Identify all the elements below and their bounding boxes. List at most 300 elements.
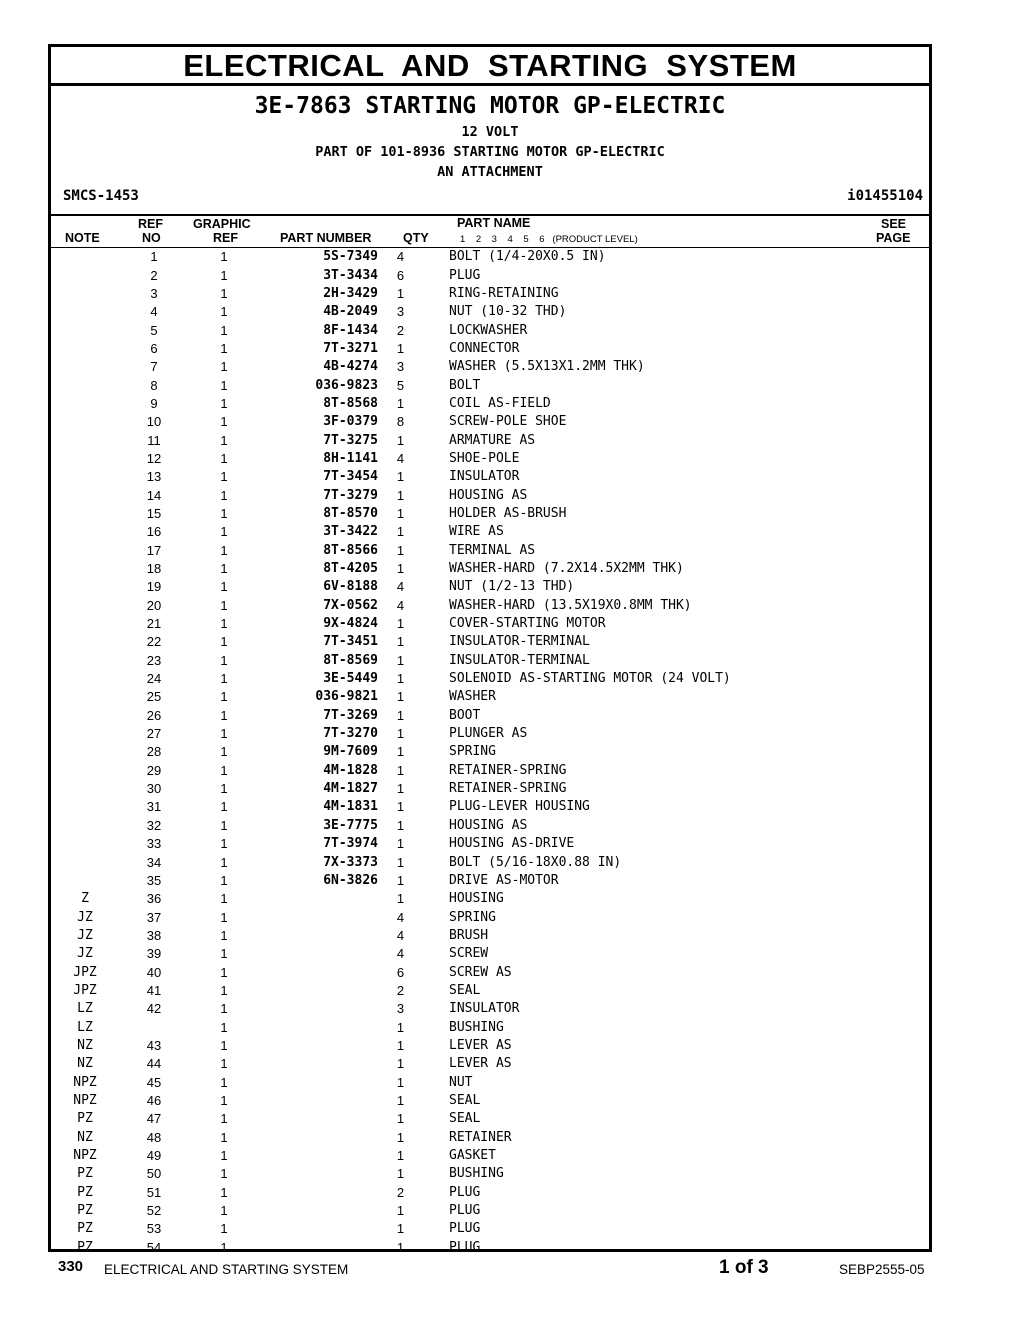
table-row [51, 248, 929, 266]
col-see-bottom: PAGE [876, 231, 911, 245]
row-spacer [423, 688, 449, 706]
row-graphic-ref: 1 [220, 304, 228, 320]
row-note: PZ [77, 1221, 93, 1237]
table-row [51, 1165, 929, 1183]
row-qty: 1 [396, 524, 405, 540]
col-graphic-top: GRAPHIC [193, 217, 251, 231]
row-spacer [423, 652, 449, 670]
table-row [51, 523, 929, 541]
row-ref-no: 18 [146, 561, 162, 577]
row-graphic-ref: 1 [220, 1092, 228, 1108]
row-qty: 1 [396, 1019, 405, 1035]
row-spacer [423, 486, 449, 504]
row-graphic-ref: 1 [220, 579, 228, 595]
row-part-number: 036-9823 [315, 377, 378, 393]
table-row [51, 890, 929, 908]
row-part-name: LEVER AS [449, 1056, 512, 1072]
row-part-name: BUSHING [449, 1019, 504, 1035]
row-part-name: PLUNGER AS [449, 726, 528, 742]
row-part-number: 8T-8568 [323, 395, 378, 411]
row-graphic-ref: 1 [220, 450, 228, 466]
row-part-name: GASKET [449, 1148, 496, 1164]
table-row [51, 817, 929, 835]
row-note [51, 615, 119, 633]
row-spacer [423, 872, 449, 890]
row-part-name: NUT (10-32 THD) [449, 304, 567, 320]
row-graphic-ref: 1 [220, 285, 228, 301]
row-graphic-ref: 1 [220, 1019, 228, 1035]
row-part-name: SCREW [449, 946, 489, 962]
row-qty: 1 [396, 726, 405, 742]
row-note: JZ [77, 927, 93, 943]
row-qty: 6 [396, 267, 405, 283]
row-ref-no: 40 [146, 964, 162, 980]
row-ref-no: 29 [146, 762, 162, 778]
row-qty: 1 [396, 1111, 405, 1127]
table-row [51, 780, 929, 798]
row-graphic-ref: 1 [220, 744, 228, 760]
row-part-number: 3E-5449 [323, 671, 378, 687]
row-graphic-ref: 1 [220, 1129, 228, 1145]
row-spacer [423, 431, 449, 449]
row-graphic-ref: 1 [220, 707, 228, 723]
row-qty: 2 [396, 1184, 405, 1200]
row-part-name: SEAL [449, 1111, 481, 1127]
row-graphic-ref: 1 [220, 1037, 228, 1053]
row-graphic-ref: 1 [220, 1239, 228, 1255]
row-ref-no: 51 [146, 1184, 162, 1200]
row-spacer [423, 615, 449, 633]
row-part-name: RING-RETAINING [449, 285, 559, 301]
table-row [51, 413, 929, 431]
row-ref-no: 24 [146, 671, 162, 687]
row-ref-no: 52 [146, 1203, 162, 1219]
row-part-number: 2H-3429 [323, 285, 378, 301]
row-spacer [423, 835, 449, 853]
row-graphic-ref: 1 [220, 249, 228, 265]
row-part-number: 9M-7609 [323, 744, 378, 760]
row-graphic-ref: 1 [220, 267, 228, 283]
row-spacer [423, 285, 449, 303]
row-note: JZ [77, 946, 93, 962]
row-part-number: 5S-7349 [323, 249, 378, 265]
row-part-number [259, 1129, 378, 1147]
row-note: NZ [77, 1037, 93, 1053]
row-note [51, 762, 119, 780]
row-graphic-ref: 1 [220, 891, 228, 907]
row-ref-no: 25 [146, 689, 162, 705]
row-graphic-ref: 1 [220, 561, 228, 577]
row-graphic-ref: 1 [220, 505, 228, 521]
row-spacer [423, 1202, 449, 1220]
row-qty: 1 [396, 340, 405, 356]
table-row [51, 578, 929, 596]
row-ref-no: 31 [146, 799, 162, 815]
col-ref-top: REF [138, 217, 163, 231]
row-part-number [259, 1073, 378, 1091]
row-part-number [259, 1184, 378, 1202]
table-row [51, 853, 929, 871]
table-row [51, 1110, 929, 1128]
row-graphic-ref: 1 [220, 395, 228, 411]
row-qty: 1 [396, 1129, 405, 1145]
row-graphic-ref: 1 [220, 927, 228, 943]
row-spacer [423, 1018, 449, 1036]
col-part-name: PART NAME [457, 216, 531, 230]
row-note [51, 872, 119, 890]
row-part-number: 8F-1434 [323, 322, 378, 338]
row-part-number [259, 890, 378, 908]
row-part-number: 7X-3373 [323, 854, 378, 870]
row-note [51, 523, 119, 541]
row-spacer [423, 1239, 449, 1257]
row-ref-no: 5 [150, 322, 158, 338]
row-qty: 1 [396, 1221, 405, 1237]
row-ref-no: 45 [146, 1074, 162, 1090]
row-spacer [423, 505, 449, 523]
row-note [51, 468, 119, 486]
table-row [51, 725, 929, 743]
row-note: PZ [77, 1203, 93, 1219]
row-ref-no: 43 [146, 1037, 162, 1053]
row-part-number: 8T-8569 [323, 652, 378, 668]
row-note: JZ [77, 909, 93, 925]
row-note [51, 413, 119, 431]
row-part-name: SPRING [449, 744, 496, 760]
table-row [51, 1239, 929, 1257]
row-note [51, 597, 119, 615]
row-part-name: WASHER [449, 689, 496, 705]
row-spacer [423, 927, 449, 945]
table-row [51, 633, 929, 651]
row-ref-no: 47 [146, 1111, 162, 1127]
row-part-number: 8T-8570 [323, 505, 378, 521]
row-ref-no: 15 [146, 505, 162, 521]
table-row [51, 285, 929, 303]
row-part-number: 7T-3279 [323, 487, 378, 503]
col-ref-bottom: NO [142, 231, 161, 245]
row-ref-no: 30 [146, 781, 162, 797]
row-part-number [259, 1037, 378, 1055]
row-ref-no: 28 [146, 744, 162, 760]
row-spacer [423, 1147, 449, 1165]
row-part-number [259, 945, 378, 963]
table-row [51, 615, 929, 633]
row-ref-no: 9 [150, 395, 158, 411]
row-part-name: PLUG [449, 1184, 481, 1200]
row-part-number: 3T-3434 [323, 267, 378, 283]
row-note [51, 688, 119, 706]
row-qty: 1 [396, 799, 405, 815]
row-part-name: INSULATOR-TERMINAL [449, 652, 590, 668]
row-ref-no: 50 [146, 1166, 162, 1182]
row-part-name: RETAINER-SPRING [449, 762, 567, 778]
row-note [51, 431, 119, 449]
row-part-name: BRUSH [449, 927, 489, 943]
table-row [51, 835, 929, 853]
row-part-number: 7T-3269 [323, 707, 378, 723]
row-ref-no: 16 [146, 524, 162, 540]
row-ref-no: 48 [146, 1129, 162, 1145]
row-qty: 3 [396, 1001, 405, 1017]
row-part-number: 7T-3451 [323, 634, 378, 650]
illustration-id: i01455104 [847, 188, 923, 204]
row-graphic-ref: 1 [220, 469, 228, 485]
table-row [51, 597, 929, 615]
row-part-name: WASHER-HARD (7.2X14.5X2MM THK) [449, 561, 684, 577]
row-part-number [259, 1165, 378, 1183]
row-note [51, 798, 119, 816]
row-part-name: HOUSING AS-DRIVE [449, 836, 575, 852]
row-graphic-ref: 1 [220, 322, 228, 338]
row-part-name: INSULATOR [449, 1001, 520, 1017]
row-spacer [423, 798, 449, 816]
row-ref-no: 11 [147, 432, 161, 448]
row-graphic-ref: 1 [220, 1111, 228, 1127]
table-row [51, 1092, 929, 1110]
row-ref-no: 17 [146, 542, 162, 558]
table-row [51, 982, 929, 1000]
row-note [51, 725, 119, 743]
table-row [51, 1184, 929, 1202]
row-part-name: PLUG-LEVER HOUSING [449, 799, 590, 815]
row-qty: 1 [396, 1166, 405, 1182]
row-graphic-ref: 1 [220, 1203, 228, 1219]
row-graphic-ref: 1 [220, 671, 228, 687]
col-see-top: SEE [881, 217, 907, 231]
table-row [51, 542, 929, 560]
row-qty: 1 [396, 1092, 405, 1108]
row-part-name: RETAINER [449, 1129, 512, 1145]
row-ref-no: 2 [150, 267, 158, 283]
row-qty: 4 [396, 909, 405, 925]
row-note: NPZ [73, 1092, 97, 1108]
row-graphic-ref: 1 [220, 1166, 228, 1182]
table-row [51, 486, 929, 504]
row-part-name: WASHER (5.5X13X1.2MM THK) [449, 359, 645, 375]
row-ref-no: 8 [150, 377, 158, 393]
row-note [51, 652, 119, 670]
row-ref-no: 44 [146, 1056, 162, 1072]
row-note [51, 670, 119, 688]
row-graphic-ref: 1 [220, 781, 228, 797]
row-qty: 1 [396, 1148, 405, 1164]
row-part-number [259, 963, 378, 981]
table-row [51, 1000, 929, 1018]
row-spacer [423, 560, 449, 578]
row-part-name: SCREW AS [449, 964, 512, 980]
row-qty: 1 [396, 395, 405, 411]
row-graphic-ref: 1 [220, 634, 228, 650]
row-note: LZ [77, 1001, 93, 1017]
row-ref-no: 23 [146, 652, 162, 668]
row-note [51, 321, 119, 339]
row-spacer [423, 780, 449, 798]
table-row [51, 945, 929, 963]
page-number: 330 [58, 1258, 84, 1275]
col-product-levels: 1 2 3 4 5 6 (PRODUCT LEVEL) [460, 234, 638, 245]
table-row [51, 1055, 929, 1073]
row-part-name: COIL AS-FIELD [449, 395, 551, 411]
row-graphic-ref: 1 [220, 1148, 228, 1164]
row-note: JPZ [73, 982, 97, 998]
row-spacer [423, 1220, 449, 1238]
row-part-name: BOLT (1/4-20X0.5 IN) [449, 249, 606, 265]
row-part-name: RETAINER-SPRING [449, 781, 567, 797]
row-part-name: BOOT [449, 707, 481, 723]
footer-section: ELECTRICAL AND STARTING SYSTEM [104, 1262, 349, 1277]
row-spacer [423, 982, 449, 1000]
row-spacer [423, 376, 449, 394]
row-ref-no: 39 [146, 946, 162, 962]
row-ref-no: 20 [146, 597, 162, 613]
row-qty: 4 [396, 946, 405, 962]
row-note [51, 358, 119, 376]
row-part-number [259, 1110, 378, 1128]
table-row [51, 1073, 929, 1091]
row-qty: 4 [396, 579, 405, 595]
row-qty: 1 [396, 1239, 405, 1255]
row-qty: 4 [396, 249, 405, 265]
row-ref-no: 6 [150, 340, 158, 356]
row-part-number: 4M-1831 [323, 799, 378, 815]
table-row [51, 450, 929, 468]
row-part-name: HOLDER AS-BRUSH [449, 505, 567, 521]
row-part-number: 9X-4824 [323, 616, 378, 632]
group-voltage: 12 VOLT [461, 124, 519, 140]
table-row [51, 376, 929, 394]
row-spacer [423, 890, 449, 908]
row-spacer [423, 963, 449, 981]
row-graphic-ref: 1 [220, 359, 228, 375]
row-qty: 1 [396, 762, 405, 778]
group-title [51, 93, 929, 119]
table-row [51, 670, 929, 688]
row-note [51, 743, 119, 761]
table-row [51, 1129, 929, 1147]
row-part-number: 7T-3271 [323, 340, 378, 356]
table-row [51, 358, 929, 376]
col-qty: QTY [403, 231, 429, 245]
row-part-name: LOCKWASHER [449, 322, 528, 338]
row-part-name: HOUSING AS [449, 817, 528, 833]
row-part-name: BUSHING [449, 1166, 504, 1182]
row-graphic-ref: 1 [220, 1074, 228, 1090]
table-row [51, 963, 929, 981]
table-row [51, 468, 929, 486]
table-row [51, 1018, 929, 1036]
row-qty: 4 [396, 597, 405, 613]
row-qty: 2 [396, 982, 405, 998]
row-spacer [423, 1165, 449, 1183]
row-part-number: 6V-8188 [323, 579, 378, 595]
row-qty: 4 [396, 927, 405, 943]
row-graphic-ref: 1 [220, 726, 228, 742]
table-row [51, 1220, 929, 1238]
row-qty: 1 [396, 652, 405, 668]
parts-page-frame [48, 44, 932, 1255]
row-ref-no: 22 [146, 634, 162, 650]
row-ref-no: 7 [150, 359, 158, 375]
row-spacer [423, 707, 449, 725]
row-spacer [423, 725, 449, 743]
col-note: NOTE [65, 231, 100, 245]
row-qty: 4 [396, 450, 405, 466]
row-spacer [423, 1055, 449, 1073]
row-ref-no: 54 [146, 1239, 162, 1255]
row-part-number [259, 1092, 378, 1110]
row-note [51, 780, 119, 798]
row-part-number: 3F-0379 [323, 414, 378, 430]
row-note [51, 633, 119, 651]
row-part-name: PLUG [449, 1203, 481, 1219]
row-note [51, 450, 119, 468]
row-spacer [423, 321, 449, 339]
row-part-name: COVER-STARTING MOTOR [449, 616, 606, 632]
table-row [51, 505, 929, 523]
row-ref-no: 37 [146, 909, 162, 925]
row-note [51, 248, 119, 266]
row-qty: 1 [396, 1074, 405, 1090]
row-note: PZ [77, 1111, 93, 1127]
row-part-name: NUT (1/2-13 THD) [449, 579, 575, 595]
row-ref-no: 13 [146, 469, 162, 485]
row-part-number [259, 1147, 378, 1165]
table-row [51, 1037, 929, 1055]
row-spacer [423, 597, 449, 615]
row-ref-no: 42 [146, 1001, 162, 1017]
row-spacer [423, 395, 449, 413]
row-part-name: ARMATURE AS [449, 432, 536, 448]
row-spacer [423, 358, 449, 376]
sheet-indicator: 1 of 3 [719, 1257, 769, 1278]
row-ref-no: 19 [146, 579, 162, 595]
column-headers [51, 216, 929, 248]
row-graphic-ref: 1 [220, 946, 228, 962]
row-qty: 1 [396, 1203, 405, 1219]
table-row [51, 431, 929, 449]
row-ref-no: 14 [146, 487, 162, 503]
parts-table [51, 248, 929, 1257]
row-spacer [423, 762, 449, 780]
row-part-number: 8H-1141 [323, 450, 378, 466]
row-note [51, 266, 119, 284]
row-spacer [423, 542, 449, 560]
row-note [51, 376, 119, 394]
row-ref-no: 36 [146, 891, 162, 907]
smcs-code: SMCS-1453 [63, 188, 139, 204]
row-part-number [259, 1055, 378, 1073]
row-qty: 1 [396, 634, 405, 650]
row-ref-no: 21 [146, 616, 162, 632]
row-part-number: 6N-3826 [323, 872, 378, 888]
row-ref-no: 46 [146, 1092, 162, 1108]
row-part-name: SOLENOID AS-STARTING MOTOR (24 VOLT) [449, 671, 731, 687]
row-graphic-ref: 1 [220, 616, 228, 632]
row-qty: 1 [396, 469, 405, 485]
row-qty: 1 [396, 781, 405, 797]
row-note [51, 578, 119, 596]
row-note [51, 303, 119, 321]
row-part-number: 8T-8566 [323, 542, 378, 558]
row-part-name: SPRING [449, 909, 496, 925]
row-graphic-ref: 1 [220, 1056, 228, 1072]
row-note: LZ [77, 1019, 93, 1035]
row-spacer [423, 1129, 449, 1147]
section-title: ELECTRICAL AND STARTING SYSTEM [51, 47, 929, 86]
row-graphic-ref: 1 [220, 964, 228, 980]
row-note: NPZ [73, 1148, 97, 1164]
